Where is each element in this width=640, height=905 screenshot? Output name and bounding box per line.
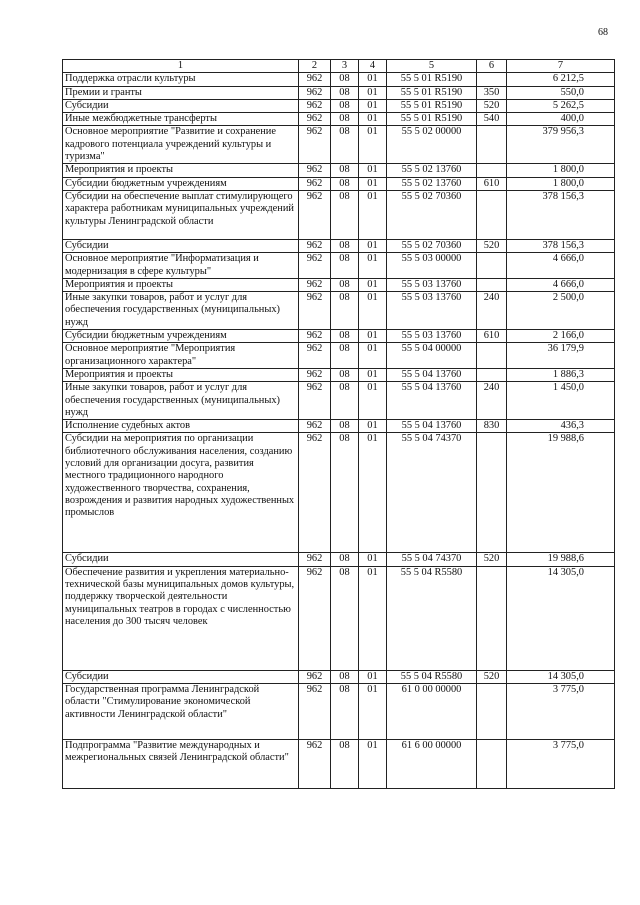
row-expense-type: 520 [477, 99, 507, 112]
header-col-6: 6 [477, 60, 507, 73]
row-target-article: 55 5 04 74370 [387, 553, 477, 566]
row-name: Субсидии на мероприятия по организации библиотечного обслуживания населения, созданию условий для организации досуга, развития местного традиционного народного художественного творчества, сохранения, возрождения и развития народных художественных промыслов [63, 433, 299, 553]
row-name: Субсидии бюджетным учреждениям [63, 177, 299, 190]
row-admin-code: 962 [299, 190, 331, 239]
row-admin-code: 962 [299, 420, 331, 433]
row-section: 08 [331, 278, 359, 291]
row-name: Обеспечение развития и укрепления материально-технической базы муниципальных домов культуры, поддержку творческой деятельности муниципальных театров в городах с численностью населения до 300 тысяч человек [63, 566, 299, 670]
row-target-article: 55 5 02 13760 [387, 177, 477, 190]
row-target-article: 55 5 03 13760 [387, 330, 477, 343]
row-admin-code: 962 [299, 343, 331, 369]
row-expense-type [477, 73, 507, 86]
row-expense-type: 520 [477, 553, 507, 566]
header-row [63, 60, 615, 73]
row-admin-code: 962 [299, 684, 331, 740]
row-subsection: 01 [359, 684, 387, 740]
row-subsection: 01 [359, 740, 387, 789]
row-section: 08 [331, 368, 359, 381]
table-row [63, 278, 615, 291]
row-expense-type [477, 278, 507, 291]
row-section: 08 [331, 73, 359, 86]
row-amount: 19 988,6 [507, 553, 615, 566]
row-target-article: 55 5 04 R5580 [387, 566, 477, 670]
row-section: 08 [331, 99, 359, 112]
row-amount: 3 775,0 [507, 684, 615, 740]
row-amount: 4 666,0 [507, 253, 615, 279]
row-admin-code: 962 [299, 113, 331, 126]
row-admin-code: 962 [299, 292, 331, 330]
row-expense-type [477, 343, 507, 369]
budget-table [62, 59, 615, 789]
row-name: Субсидии бюджетным учреждениям [63, 330, 299, 343]
header-col-5: 5 [387, 60, 477, 73]
row-section: 08 [331, 740, 359, 789]
row-section: 08 [331, 239, 359, 252]
row-subsection: 01 [359, 278, 387, 291]
row-amount: 2 166,0 [507, 330, 615, 343]
row-amount: 14 305,0 [507, 566, 615, 670]
row-name: Основное мероприятие "Развитие и сохранение кадрового потенциала учреждений культуры и туризма" [63, 126, 299, 164]
row-name: Субсидии [63, 670, 299, 683]
row-name: Премии и гранты [63, 86, 299, 99]
row-admin-code: 962 [299, 382, 331, 420]
row-section: 08 [331, 343, 359, 369]
row-expense-type: 830 [477, 420, 507, 433]
table-row [63, 433, 615, 553]
row-name: Субсидии [63, 99, 299, 112]
row-target-article: 55 5 02 70360 [387, 190, 477, 239]
row-target-article: 55 5 03 00000 [387, 253, 477, 279]
row-name: Исполнение судебных актов [63, 420, 299, 433]
header-col-1: 1 [63, 60, 299, 73]
row-target-article: 55 5 04 R5580 [387, 670, 477, 683]
table-row [63, 670, 615, 683]
table-row [63, 368, 615, 381]
row-subsection: 01 [359, 113, 387, 126]
table-row [63, 239, 615, 252]
row-section: 08 [331, 164, 359, 177]
row-admin-code: 962 [299, 566, 331, 670]
row-expense-type [477, 126, 507, 164]
row-name: Основное мероприятие "Мероприятия организационного характера" [63, 343, 299, 369]
table-row [63, 190, 615, 239]
row-admin-code: 962 [299, 740, 331, 789]
row-amount: 4 666,0 [507, 278, 615, 291]
row-amount: 19 988,6 [507, 433, 615, 553]
row-admin-code: 962 [299, 670, 331, 683]
row-expense-type [477, 190, 507, 239]
row-expense-type [477, 368, 507, 381]
row-amount: 3 775,0 [507, 740, 615, 789]
row-amount: 6 212,5 [507, 73, 615, 86]
row-expense-type: 520 [477, 670, 507, 683]
row-name: Основное мероприятие "Информатизация и модернизация в сфере культуры" [63, 253, 299, 279]
row-section: 08 [331, 330, 359, 343]
row-subsection: 01 [359, 177, 387, 190]
row-target-article: 55 5 03 13760 [387, 278, 477, 291]
row-amount: 436,3 [507, 420, 615, 433]
row-amount: 14 305,0 [507, 670, 615, 683]
row-amount: 379 956,3 [507, 126, 615, 164]
row-expense-type: 240 [477, 382, 507, 420]
row-name: Субсидии [63, 553, 299, 566]
table-row [63, 164, 615, 177]
row-target-article: 55 5 01 R5190 [387, 86, 477, 99]
row-expense-type [477, 433, 507, 553]
row-subsection: 01 [359, 164, 387, 177]
row-amount: 400,0 [507, 113, 615, 126]
row-subsection: 01 [359, 566, 387, 670]
row-amount: 550,0 [507, 86, 615, 99]
row-section: 08 [331, 86, 359, 99]
row-target-article: 55 5 04 13760 [387, 368, 477, 381]
table-row [63, 99, 615, 112]
row-name: Субсидии [63, 239, 299, 252]
row-admin-code: 962 [299, 330, 331, 343]
row-subsection: 01 [359, 420, 387, 433]
row-subsection: 01 [359, 330, 387, 343]
row-expense-type [477, 566, 507, 670]
header-col-3: 3 [331, 60, 359, 73]
table-row [63, 253, 615, 279]
row-expense-type: 610 [477, 330, 507, 343]
table-row [63, 420, 615, 433]
row-expense-type [477, 164, 507, 177]
row-amount: 378 156,3 [507, 190, 615, 239]
row-subsection: 01 [359, 126, 387, 164]
row-expense-type: 520 [477, 239, 507, 252]
row-name: Государственная программа Ленинградской области "Стимулирование экономической активности Ленинградской области" [63, 684, 299, 740]
table-row [63, 73, 615, 86]
row-name: Мероприятия и проекты [63, 368, 299, 381]
row-expense-type [477, 253, 507, 279]
row-subsection: 01 [359, 253, 387, 279]
table-row [63, 330, 615, 343]
row-section: 08 [331, 420, 359, 433]
header-col-7: 7 [507, 60, 615, 73]
row-expense-type [477, 740, 507, 789]
row-subsection: 01 [359, 343, 387, 369]
row-section: 08 [331, 684, 359, 740]
row-expense-type: 350 [477, 86, 507, 99]
row-target-article: 55 5 04 13760 [387, 420, 477, 433]
row-name: Поддержка отрасли культуры [63, 73, 299, 86]
table-row [63, 566, 615, 670]
row-subsection: 01 [359, 99, 387, 112]
row-name: Иные межбюджетные трансферты [63, 113, 299, 126]
row-amount: 5 262,5 [507, 99, 615, 112]
row-name: Мероприятия и проекты [63, 278, 299, 291]
row-expense-type: 610 [477, 177, 507, 190]
row-section: 08 [331, 177, 359, 190]
row-expense-type: 540 [477, 113, 507, 126]
row-name: Иные закупки товаров, работ и услуг для обеспечения государственных (муниципальных) нужд [63, 382, 299, 420]
row-admin-code: 962 [299, 99, 331, 112]
table-row [63, 292, 615, 330]
table-row [63, 740, 615, 789]
row-amount: 1 450,0 [507, 382, 615, 420]
row-admin-code: 962 [299, 278, 331, 291]
row-subsection: 01 [359, 190, 387, 239]
row-target-article: 55 5 02 00000 [387, 126, 477, 164]
row-admin-code: 962 [299, 239, 331, 252]
row-subsection: 01 [359, 382, 387, 420]
row-name: Иные закупки товаров, работ и услуг для обеспечения государственных (муниципальных) нужд [63, 292, 299, 330]
row-admin-code: 962 [299, 177, 331, 190]
row-admin-code: 962 [299, 253, 331, 279]
header-col-4: 4 [359, 60, 387, 73]
table-row [63, 177, 615, 190]
table-row [63, 113, 615, 126]
row-amount: 1 800,0 [507, 164, 615, 177]
row-admin-code: 962 [299, 73, 331, 86]
row-subsection: 01 [359, 433, 387, 553]
row-subsection: 01 [359, 670, 387, 683]
table-row [63, 684, 615, 740]
row-section: 08 [331, 292, 359, 330]
row-admin-code: 962 [299, 126, 331, 164]
row-subsection: 01 [359, 86, 387, 99]
row-amount: 378 156,3 [507, 239, 615, 252]
row-subsection: 01 [359, 368, 387, 381]
row-subsection: 01 [359, 239, 387, 252]
row-target-article: 55 5 04 13760 [387, 382, 477, 420]
row-target-article: 55 5 01 R5190 [387, 73, 477, 86]
table-row [63, 382, 615, 420]
row-section: 08 [331, 126, 359, 164]
row-section: 08 [331, 253, 359, 279]
row-section: 08 [331, 433, 359, 553]
row-section: 08 [331, 190, 359, 239]
row-expense-type [477, 684, 507, 740]
row-target-article: 55 5 04 00000 [387, 343, 477, 369]
row-section: 08 [331, 566, 359, 670]
table-row [63, 86, 615, 99]
row-admin-code: 962 [299, 368, 331, 381]
row-amount: 2 500,0 [507, 292, 615, 330]
row-target-article: 55 5 02 13760 [387, 164, 477, 177]
row-name: Подпрограмма "Развитие международных и межрегиональных связей Ленинградской области" [63, 740, 299, 789]
table-row [63, 553, 615, 566]
table-row [63, 126, 615, 164]
header-col-2: 2 [299, 60, 331, 73]
row-section: 08 [331, 113, 359, 126]
row-target-article: 55 5 02 70360 [387, 239, 477, 252]
row-name: Субсидии на обеспечение выплат стимулирующего характера работникам муниципальных учреждений культуры Ленинградской области [63, 190, 299, 239]
row-subsection: 01 [359, 73, 387, 86]
row-admin-code: 962 [299, 433, 331, 553]
table-row [63, 343, 615, 369]
row-target-article: 55 5 03 13760 [387, 292, 477, 330]
row-target-article: 61 6 00 00000 [387, 740, 477, 789]
row-target-article: 61 0 00 00000 [387, 684, 477, 740]
row-amount: 1 800,0 [507, 177, 615, 190]
row-target-article: 55 5 01 R5190 [387, 113, 477, 126]
row-target-article: 55 5 04 74370 [387, 433, 477, 553]
row-admin-code: 962 [299, 164, 331, 177]
row-amount: 36 179,9 [507, 343, 615, 369]
row-admin-code: 962 [299, 553, 331, 566]
table-body [63, 73, 615, 789]
row-admin-code: 962 [299, 86, 331, 99]
row-subsection: 01 [359, 292, 387, 330]
row-section: 08 [331, 382, 359, 420]
row-expense-type: 240 [477, 292, 507, 330]
row-amount: 1 886,3 [507, 368, 615, 381]
row-name: Мероприятия и проекты [63, 164, 299, 177]
page-number: 68 [598, 27, 608, 38]
row-subsection: 01 [359, 553, 387, 566]
row-section: 08 [331, 670, 359, 683]
row-target-article: 55 5 01 R5190 [387, 99, 477, 112]
row-section: 08 [331, 553, 359, 566]
